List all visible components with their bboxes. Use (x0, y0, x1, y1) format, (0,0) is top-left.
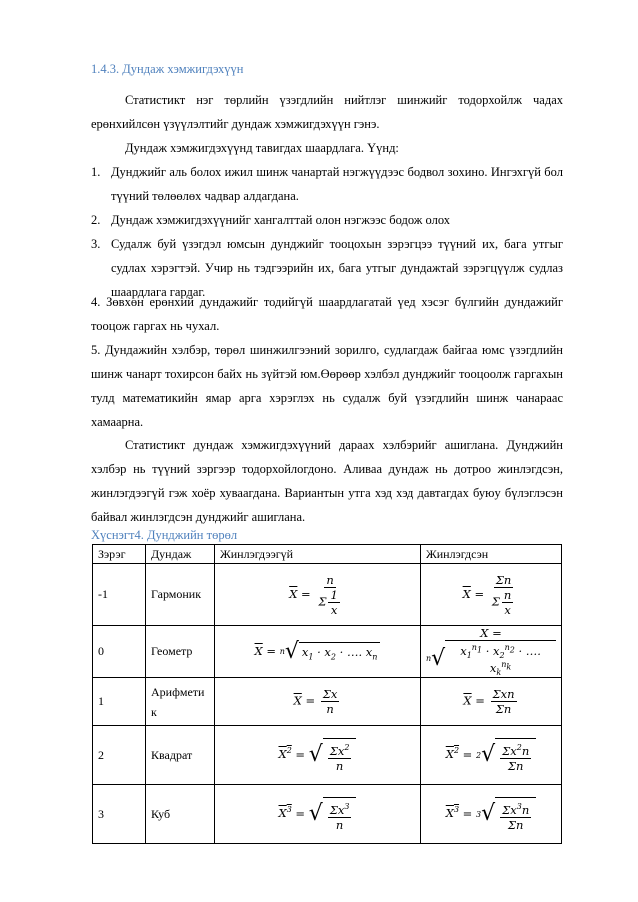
list-item-5: 5. Дундажийн хэлбэр, төрөл шинжилгээний зорилго, судлагдаж байгаа юмс үзэгдлийн шинж чанарт тохирсон байх нь зүйтэй юм.Өөрөөр хэлбэл дунджийг тооцоолж гаргахын тулд математикийн ямар арга хэрэглэх нь судалж буй үзэгдлийн шинж чанараас хамаарна. (91, 343, 563, 429)
cell-name: Квадрат (146, 726, 215, 785)
header-unweighted: Жинлэгдээгүй (215, 545, 421, 564)
table-row (93, 564, 562, 626)
table-row (93, 678, 562, 726)
cell-name: Гармоник (146, 564, 215, 626)
list-number: 2. (91, 213, 101, 227)
cell-degree: 1 (93, 678, 146, 726)
header-degree: Зэрэг (93, 545, 146, 564)
cell-degree: 0 (93, 626, 146, 678)
list-item: Дунджийг аль болох ижил шинж чанартай нэгжүүдээс бодвол зохино. Ингэхгүй бол түүний төлөөлөх чадвар алдагдана. (111, 165, 563, 203)
list-item: Судалж буй үзэгдэл юмсын дунджийг тооцохын зэрэгцээ түүний их, бага утгыг судлах хэрэгтэй. Учир нь тэдгээрийн их, бага утгыг дундажтай зэрэгцүүлж судлаз шаардлага гардаг. (111, 237, 563, 299)
table-row (93, 726, 562, 785)
table-row (93, 626, 562, 678)
table-header-row (93, 545, 562, 564)
cubic-weighted-formula: $X^3$ = 3 √ $\frac{\Sigma x^3n}{\Sigma n}$ (421, 785, 562, 844)
list-number: 3. (91, 237, 101, 251)
geometric-unweighted-formula: $\overline{X}$ = n √ $x_1 \cdot x_2$ · …. $x_n$ (215, 626, 421, 678)
paragraph-forms: Статистикт дундаж хэмжигдэхүүний дараах хэлбэрийг ашиглана. Дунджийн хэлбэр нь түүний зэргээр тодорхойлогдоно. Аливаа дундаж нь дотроо жинлэгдсэн, жинлэгдээгүй гэж хоёр хуваагдана. Вариантын утга хэд хэд давтагдах буюу бүлэглэсэн байвал жинлэгдсэн дунджийг ашиглана. (91, 438, 563, 524)
cell-name: Геометр (146, 626, 215, 678)
list-number: 1. (91, 165, 101, 179)
list-item: Дундаж хэмжигдэхүүнийг хангалттай олон нэгжээс бодож олох (111, 213, 451, 227)
cell-name: Куб (146, 785, 215, 844)
harmonic-unweighted-formula: $\overline{X}$ = n Σ $\frac{1}{x}$ (215, 564, 421, 626)
means-table (92, 544, 562, 844)
arithmetic-unweighted-formula: $\overline{X}$ = $\frac{\Sigma x}{n}$ (215, 678, 421, 726)
cubic-unweighted-formula: $X^3$ = √ $\frac{\Sigma x^3}{n}$ (215, 785, 421, 844)
section-heading: 1.4.3. Дундаж хэмжигдэхүүн (91, 62, 244, 76)
header-mean: Дундаж (146, 545, 215, 564)
cell-degree: -1 (93, 564, 146, 626)
geometric-weighted-formula: $\overline{X}$ = n √ $x_1^{n_1} \cdot x_2^{n_2}$ · …. $x_k^{n_k}$ (421, 626, 562, 678)
cell-degree: 2 (93, 726, 146, 785)
table-row (93, 785, 562, 844)
list-item-4: 4. Зөвхөн ерөнхий дундажийг тодийгүй шаардлагатай үед хэсэг бүлгийн дундажийг тооцож гаргах нь чухал. (91, 295, 563, 333)
arithmetic-weighted-formula: $\overline{X}$ = $\frac{\text{Σxn}}{\Sigma n}$ (421, 678, 562, 726)
quadratic-weighted-formula: $X^2$ = 2 √ $\frac{\Sigma x^2n}{\Sigma n}$ (421, 726, 562, 785)
table-caption: Хүснэгт4. Дунджийн төрөл (91, 528, 238, 542)
quadratic-unweighted-formula: $X^2$ = √ $\frac{\Sigma x^2}{n}$ (215, 726, 421, 785)
harmonic-weighted-formula: $\overline{X}$ = Σn Σ $\frac{n}{x}$ (421, 564, 562, 626)
paragraph-requirements: Дундаж хэмжигдэхүүнд тавигдах шаардлага. Үүнд: (125, 141, 399, 155)
paragraph-definition: Статистикт нэг төрлийн үзэгдлийн нийтлэг шинжийг тодорхойлж чадах ерөнхийлсөн үзүүлэлтийг дундаж хэмжигдэхүүн гэнэ. (91, 93, 563, 131)
cell-degree: 3 (93, 785, 146, 844)
header-weighted: Жинлэгдсэн (421, 545, 562, 564)
cell-name: Арифметик (146, 678, 215, 726)
